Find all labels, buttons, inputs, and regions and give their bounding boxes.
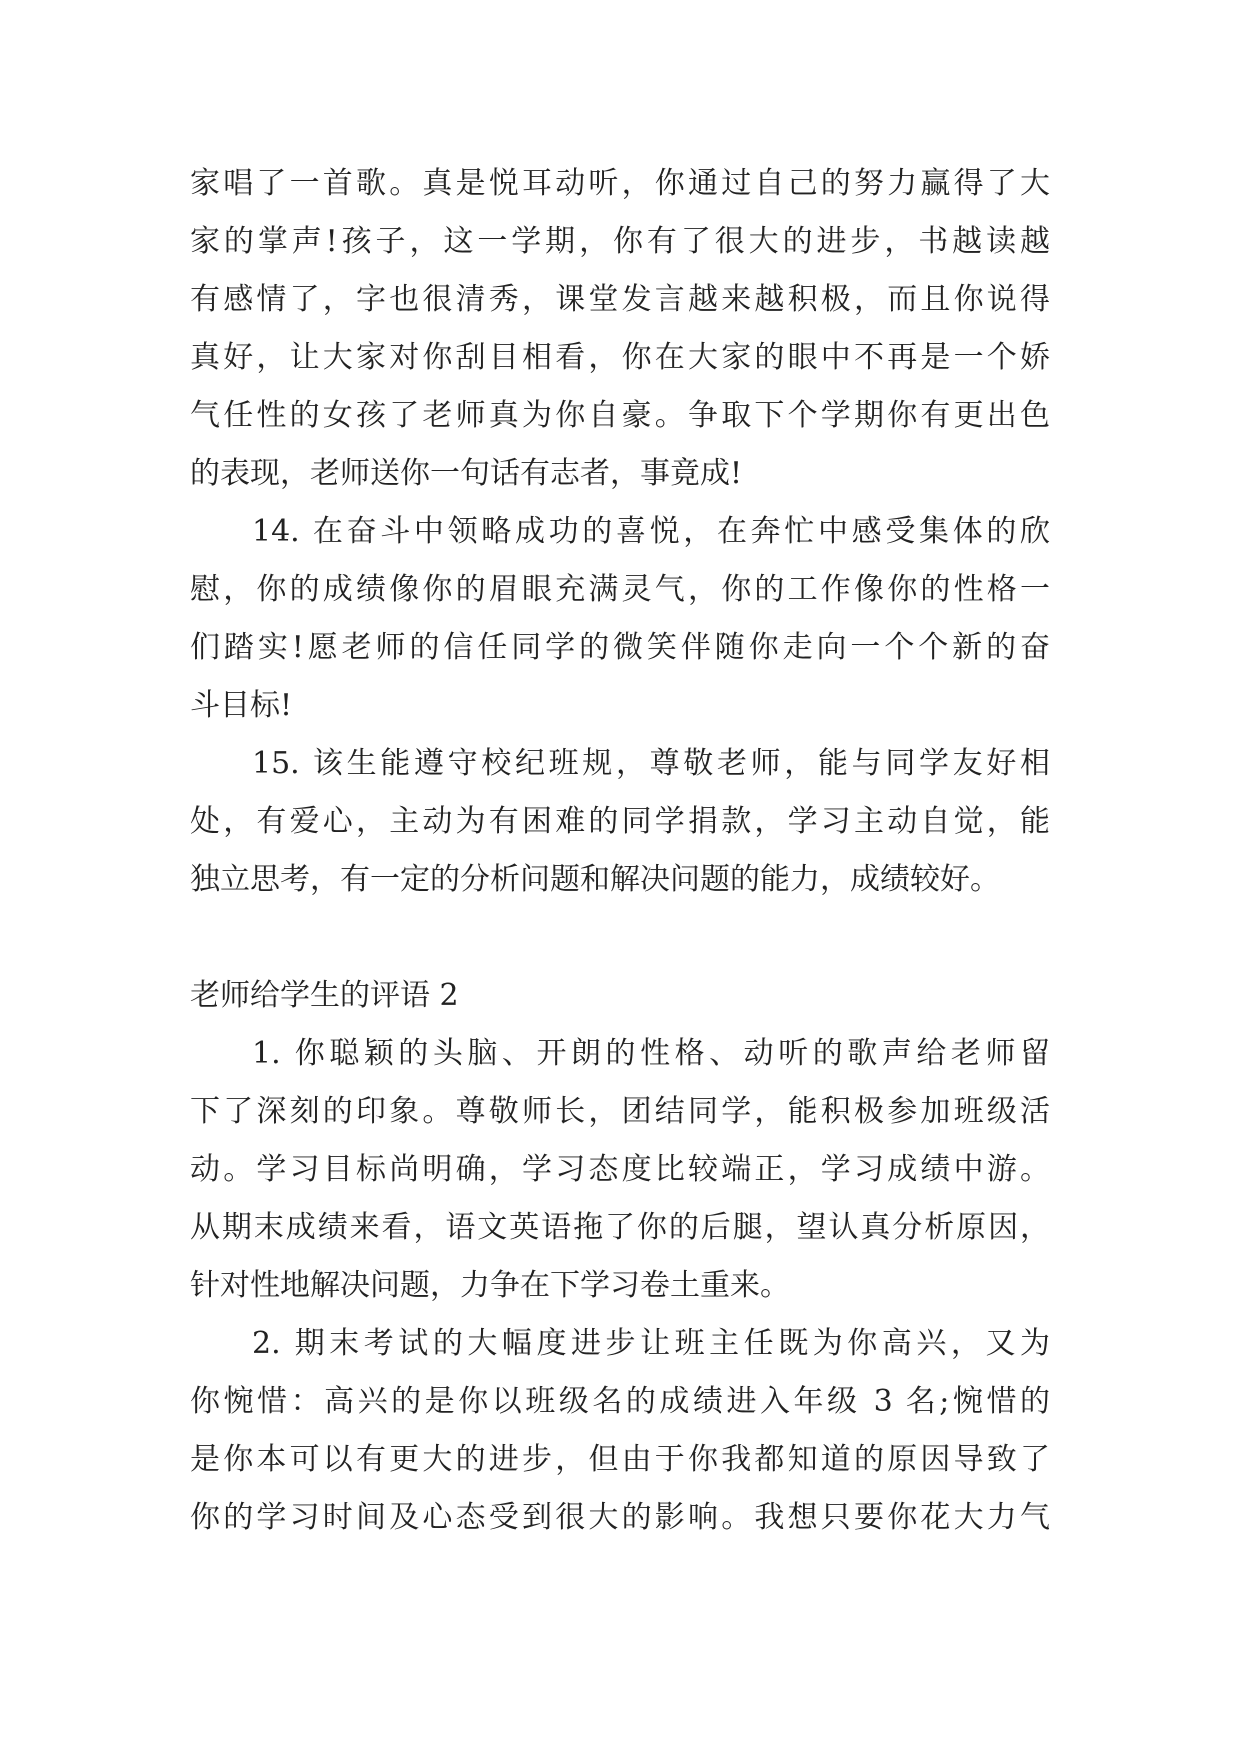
text-line: 从期末成绩来看，语文英语拖了你的后腿，望认真分析原因，: [190, 1210, 1050, 1245]
text-line: 气任性的女孩了老师真为你自豪。争取下个学期你有更出色: [190, 398, 1050, 433]
text-line: 家的掌声!孩子，这一学期，你有了很大的进步，书越读越: [190, 224, 1050, 259]
text-line: 斗目标!: [190, 688, 293, 723]
text-line: 15. 该生能遵守校纪班规，尊敬老师，能与同学友好相: [252, 746, 1050, 781]
document-body: [190, 155, 1050, 1547]
text-line: 动。学习目标尚明确，学习态度比较端正，学习成绩中游。: [190, 1152, 1050, 1187]
text-line: 真好，让大家对你刮目相看，你在大家的眼中不再是一个娇: [190, 340, 1050, 375]
text-line: 你惋惜：高兴的是你以班级名的成绩进入年级 3 名;惋惜的: [190, 1384, 1050, 1419]
paragraph-item-1: [190, 1025, 1050, 1315]
text-line: 1. 你聪颖的头脑、开朗的性格、动听的歌声给老师留: [252, 1036, 1050, 1071]
paragraph-section1: [190, 155, 1050, 503]
paragraph-item-15: [190, 735, 1050, 909]
paragraph-item-14: [190, 503, 1050, 735]
section-heading: 老师给学生的评语 2: [190, 978, 459, 1013]
text-line: 家唱了一首歌。真是悦耳动听，你通过自己的努力赢得了大: [190, 166, 1050, 201]
text-line: 慰，你的成绩像你的眉眼充满灵气，你的工作像你的性格一: [190, 572, 1050, 607]
paragraph-item-2: [190, 1315, 1050, 1547]
text-line: 有感情了，字也很清秀，课堂发言越来越积极，而且你说得: [190, 282, 1050, 317]
text-line: 是你本可以有更大的进步，但由于你我都知道的原因导致了: [190, 1442, 1050, 1477]
text-line: 们踏实!愿老师的信任同学的微笑伴随你走向一个个新的奋: [190, 630, 1050, 665]
text-line: 的表现，老师送你一句话有志者，事竟成!: [190, 456, 743, 491]
text-line: 下了深刻的印象。尊敬师长，团结同学，能积极参加班级活: [190, 1094, 1050, 1129]
text-line: 你的学习时间及心态受到很大的影响。我想只要你花大力气: [190, 1500, 1050, 1535]
text-line: 14. 在奋斗中领略成功的喜悦，在奔忙中感受集体的欣: [252, 514, 1050, 549]
text-line: 处，有爱心，主动为有困难的同学捐款，学习主动自觉，能: [190, 804, 1050, 839]
text-line: 针对性地解决问题，力争在下学习卷土重来。: [190, 1268, 790, 1303]
text-line: 独立思考，有一定的分析问题和解决问题的能力，成绩较好。: [190, 862, 1000, 897]
text-line: 2. 期末考试的大幅度进步让班主任既为你高兴，又为: [252, 1326, 1050, 1361]
